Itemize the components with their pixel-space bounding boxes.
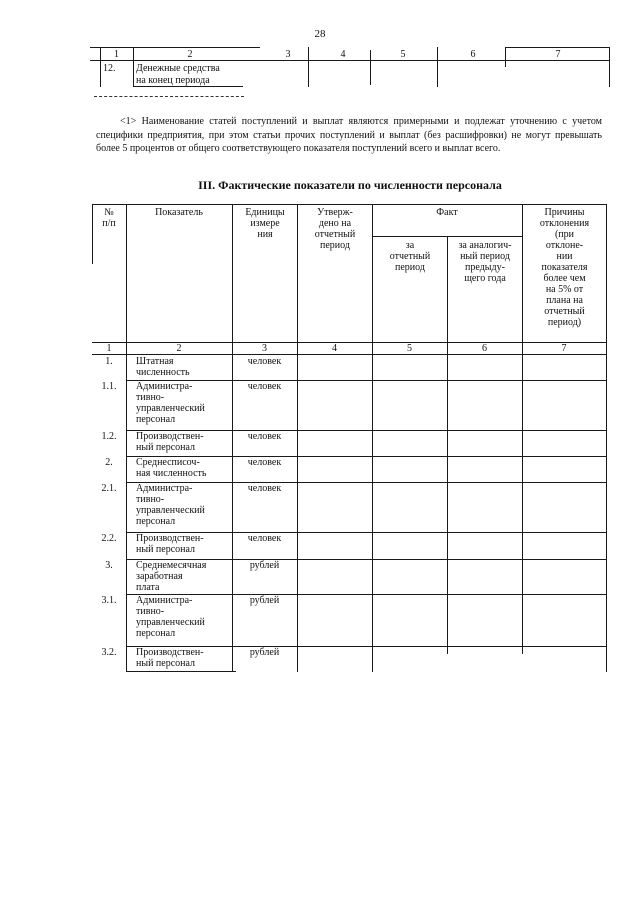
row-unit: рублей	[249, 560, 280, 571]
top-col-num-4: 4	[340, 49, 346, 60]
row-unit: человек	[247, 431, 282, 442]
top-col-num-5: 5	[400, 49, 406, 60]
indicator-name-line: плата	[136, 582, 160, 593]
row-indicator-name	[136, 560, 206, 593]
indicator-name-line: персонал	[136, 516, 176, 527]
top-row-num: 12.	[103, 63, 116, 74]
row-indicator-name	[136, 381, 205, 425]
row-number: 1.1.	[101, 381, 117, 392]
indicator-name-line: тивно-	[136, 392, 165, 403]
indicator-name-line: управленческий	[136, 617, 205, 628]
header-num: № п/п	[102, 207, 116, 229]
row-unit: человек	[247, 457, 282, 468]
indicator-name-line: Среднесписоч-	[136, 457, 200, 468]
row-number: 3.1.	[101, 595, 117, 606]
indicator-name-line: Среднемесячная	[136, 560, 207, 571]
indicator-name-line: тивно-	[136, 606, 165, 617]
top-col-num-1: 1	[114, 49, 119, 60]
row-unit: рублей	[249, 595, 280, 606]
row-indicator-name	[136, 457, 206, 479]
row-unit: человек	[247, 533, 282, 544]
top-row-name-line2: на конец периода	[136, 75, 210, 86]
row-number: 2.2.	[101, 533, 117, 544]
indicator-name-line: численность	[136, 367, 190, 378]
indicator-name-line: Администра-	[136, 381, 193, 392]
header-reasons: Причины отклонения (при отклоне- нии показателя более чем на 5% от плана на отчетный период)	[539, 207, 590, 328]
row-number: 1.2.	[101, 431, 117, 442]
row-separator	[126, 671, 236, 672]
top-col-num-2: 2	[187, 49, 193, 60]
indicator-name-line: заработная	[136, 571, 183, 582]
row-indicator-name	[136, 647, 204, 669]
row-indicator-name	[136, 595, 205, 639]
top-col-num-3: 3	[285, 49, 291, 60]
row-unit: человек	[247, 483, 282, 494]
footnote-separator	[94, 96, 244, 97]
header-unit: Единицы измере ния	[245, 207, 285, 240]
header-fact-current: за отчетный период	[389, 240, 431, 273]
indicator-name-line: Производствен-	[136, 647, 204, 658]
indicator-name-line: тивно-	[136, 494, 165, 505]
row-indicator-name	[136, 533, 204, 555]
top-col-num-7: 7	[555, 49, 561, 60]
indicator-name-line: ный персонал	[136, 658, 196, 669]
indicator-name-line: Производствен-	[136, 431, 204, 442]
col-num-1: 1	[106, 343, 112, 354]
row-number: 3.2.	[101, 647, 117, 658]
col-num-2: 2	[176, 343, 182, 354]
col-num-4: 4	[332, 343, 337, 354]
row-indicator-name	[136, 483, 205, 527]
row-indicator-name	[136, 431, 204, 453]
indicator-name-line: управленческий	[136, 505, 205, 516]
indicator-name-line: Производствен-	[136, 533, 204, 544]
header-approved: Утверж- дено на отчетный период	[314, 207, 356, 251]
indicator-name-line: ный персонал	[136, 544, 196, 555]
indicator-name-line: Администра-	[136, 483, 193, 494]
row-number: 1.	[105, 356, 113, 367]
top-row-name-line1: Денежные средства	[136, 63, 220, 74]
footnote-text: <1> Наименование статей поступлений и выплат являются примерными и подлежат уточнению с учетом специфики предприятия, при этом статьи прочих поступлений и выплат (без расшифровки) не могут превышать более 5 процентов от общего соответствующего показателя поступлений всего и выплат всего.	[96, 116, 602, 155]
row-unit: рублей	[249, 647, 280, 658]
indicator-name-line: персонал	[136, 628, 176, 639]
col-num-7: 7	[561, 343, 567, 354]
row-number: 2.	[105, 457, 113, 468]
indicator-name-line: ный персонал	[136, 442, 196, 453]
header-fact: Факт	[436, 207, 458, 218]
row-unit: человек	[247, 356, 282, 367]
col-num-3: 3	[262, 343, 267, 354]
row-indicator-name	[136, 356, 190, 378]
col-num-5: 5	[407, 343, 412, 354]
row-unit: человек	[247, 381, 282, 392]
col-num-6: 6	[482, 343, 487, 354]
indicator-name-line: персонал	[136, 414, 176, 425]
indicator-name-line: управленческий	[136, 403, 205, 414]
row-number: 2.1.	[101, 483, 117, 494]
header-fact-previous: за аналогич- ный период предыду- щего года	[458, 240, 512, 284]
indicator-name-line: Штатная	[136, 356, 174, 367]
section-title: III. Фактические показатели по численности персонала	[198, 178, 502, 192]
indicator-name-line: ная численность	[136, 468, 207, 479]
row-number: 3.	[105, 560, 113, 571]
top-col-num-6: 6	[470, 49, 476, 60]
page-number: 28	[314, 28, 326, 40]
header-indicator: Показатель	[155, 207, 203, 218]
indicator-name-line: Администра-	[136, 595, 193, 606]
